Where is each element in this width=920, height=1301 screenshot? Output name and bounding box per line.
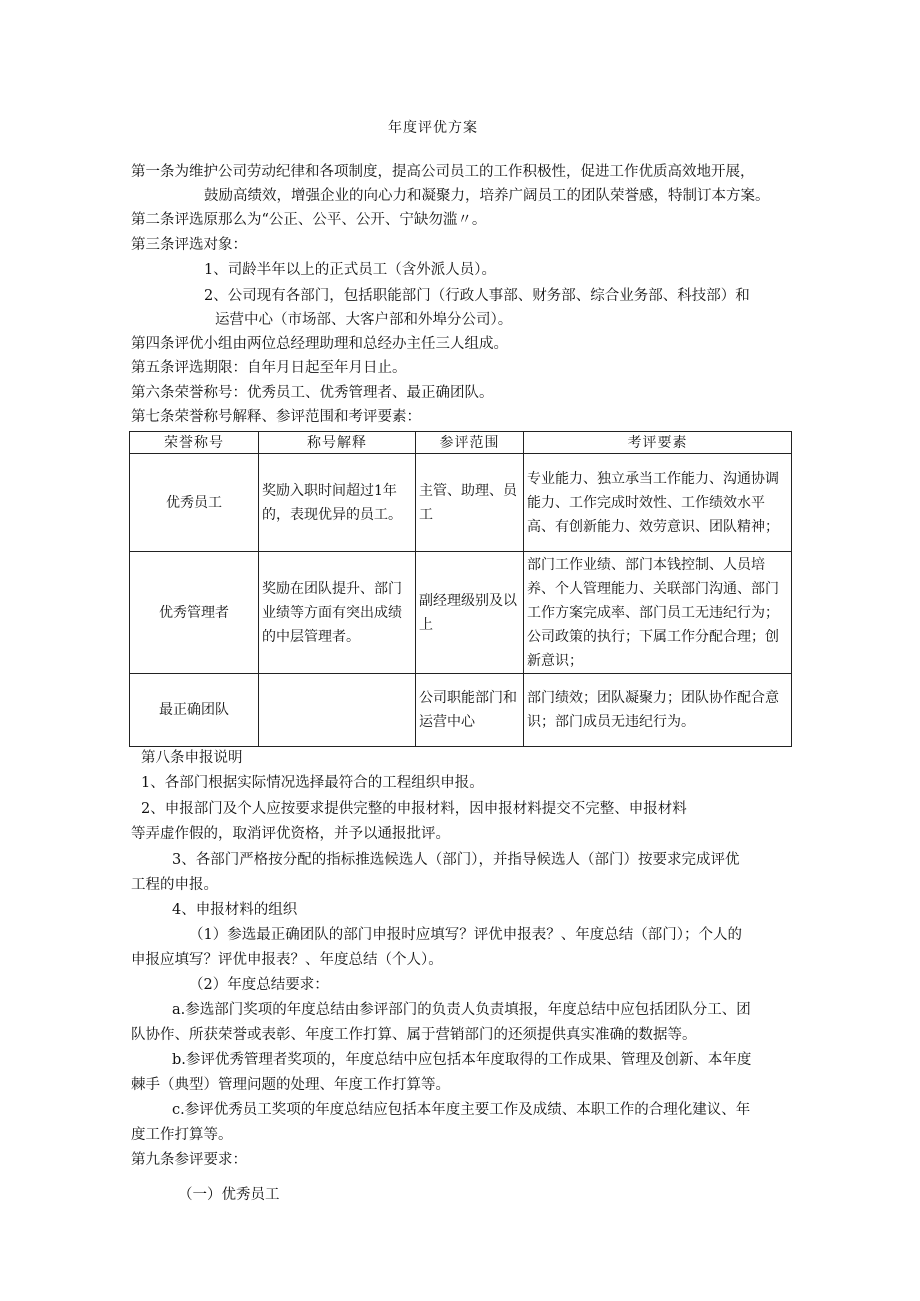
explanation-cell: 奖励在团队提升、部门业绩等方面有突出成绩的中层管理者。 (259, 552, 416, 674)
honor-cell: 最正确团队 (130, 674, 259, 747)
article-3-heading: 第三条评选对象： (131, 237, 247, 253)
honor-cell: 优秀员工 (130, 454, 259, 552)
explanation-cell (259, 674, 416, 747)
article-3-item-2-line-2: 运营中心（市场部、大客户部和外埠分公司）。 (215, 312, 513, 328)
article-8-pa-line-1: a.参选部门奖项的年度总结由参评部门的负责人负责填报，年度总结中应包括团队分工、团 (172, 1002, 751, 1018)
article-8-p1: 1、各部门根据实际情况选择最符合的工程组织申报。 (141, 775, 484, 791)
article-9-sub-1: （一）优秀员工 (178, 1187, 280, 1203)
article-7: 第七条荣誉称号解释、参评范围和考评要素： (131, 409, 421, 425)
article-1-line-1: 第一条为维护公司劳动纪律和各项制度，提高公司员工的工作积极性，促进工作优质高效地开展， (131, 164, 755, 180)
article-8-p5-line-1: （1）参选最正确团队的部门申报时应填写？评优申报表？、年度总结（部门）；个人的 (189, 927, 742, 943)
table-header-row (130, 432, 792, 454)
table-row (130, 454, 792, 552)
header-criteria: 考评要素 (524, 432, 792, 454)
header-scope: 参评范围 (416, 432, 524, 454)
article-6: 第六条荣誉称号：优秀员工、优秀管理者、最正确团队。 (131, 385, 494, 401)
article-8-pc-line-2: 度工作打算等。 (131, 1127, 233, 1143)
article-8-p3-line-2: 工程的申报。 (131, 877, 218, 893)
scope-cell: 公司职能部门和运营中心 (416, 674, 524, 747)
article-8-pc-line-1: c.参评优秀员工奖项的年度总结应包括本年度主要工作及成绩、本职工作的合理化建议、年 (172, 1102, 751, 1118)
header-explanation: 称号解释 (259, 432, 416, 454)
criteria-cell: 部门绩效；团队凝聚力；团队协作配合意识；部门成员无违纪行为。 (524, 674, 792, 747)
article-1-line-2: 鼓励高绩效，增强企业的向心力和凝聚力，培养广阔员工的团队荣誉感，特制订本方案。 (204, 188, 770, 204)
article-2: 第二条评选原那么为“公正、公平、公开、宁缺勿滥〃。 (131, 212, 487, 228)
article-8-heading: 第八条申报说明 (141, 750, 243, 766)
criteria-cell: 专业能力、独立承当工作能力、沟通协调能力、工作完成时效性、工作绩效水平高、有创新能力、效劳意识、团队精神； (524, 454, 792, 552)
explanation-cell: 奖励入职时间超过1年的，表现优异的员工。 (259, 454, 416, 552)
article-9-heading: 第九条参评要求： (131, 1152, 247, 1168)
article-8-pb-line-1: b.参评优秀管理者奖项的，年度总结中应包括本年度取得的工作成果、管理及创新、本年度 (172, 1052, 752, 1068)
table-row (130, 674, 792, 747)
article-8-p3-line-1: 3、各部门严格按分配的指标推选候选人（部门），并指导候选人（部门）按要求完成评优 (172, 852, 740, 868)
scope-cell: 副经理级别及以上 (416, 552, 524, 674)
honor-table (129, 431, 792, 747)
article-8-p2-line-1: 2、申报部门及个人应按要求提供完整的申报材料，因申报材料提交不完整、申报材料 (141, 801, 687, 817)
article-8-p4: 4、申报材料的组织 (172, 902, 298, 918)
article-8-p2-line-2: 等弄虚作假的，取消评优资格，并予以通报批评。 (131, 826, 450, 842)
article-8-p6: （2）年度总结要求： (189, 977, 329, 993)
criteria-cell: 部门工作业绩、部门本钱控制、人员培养、个人管理能力、关联部门沟通、部门工作方案完成率、部门员工无违纪行为；公司政策的执行；下属工作分配合理；创新意识； (524, 552, 792, 674)
article-4: 第四条评优小组由两位总经理助理和总经办主任三人组成。 (131, 336, 508, 352)
scope-cell: 主管、助理、员工 (416, 454, 524, 552)
article-8-pa-line-2: 队协作、所获荣誉或表彰、年度工作打算、属于营销部门的还须提供真实准确的数据等。 (131, 1027, 697, 1043)
article-5: 第五条评选期限：自年月日起至年月日止。 (131, 360, 407, 376)
table-row (130, 552, 792, 674)
honor-cell: 优秀管理者 (130, 552, 259, 674)
article-8-pb-line-2: 棘手（典型）管理问题的处理、年度工作打算等。 (131, 1077, 450, 1093)
page-title: 年度评优方案 (388, 120, 478, 136)
header-honor: 荣誉称号 (130, 432, 259, 454)
article-3-item-2-line-1: 2、公司现有各部门，包括职能部门（行政人事部、财务部、综合业务部、科技部）和 (204, 288, 750, 304)
article-8-p5-line-2: 申报应填写？评优申报表？、年度总结（个人）。 (131, 952, 443, 968)
article-3-item-1: 1、司龄半年以上的正式员工（含外派人员）。 (204, 262, 496, 278)
